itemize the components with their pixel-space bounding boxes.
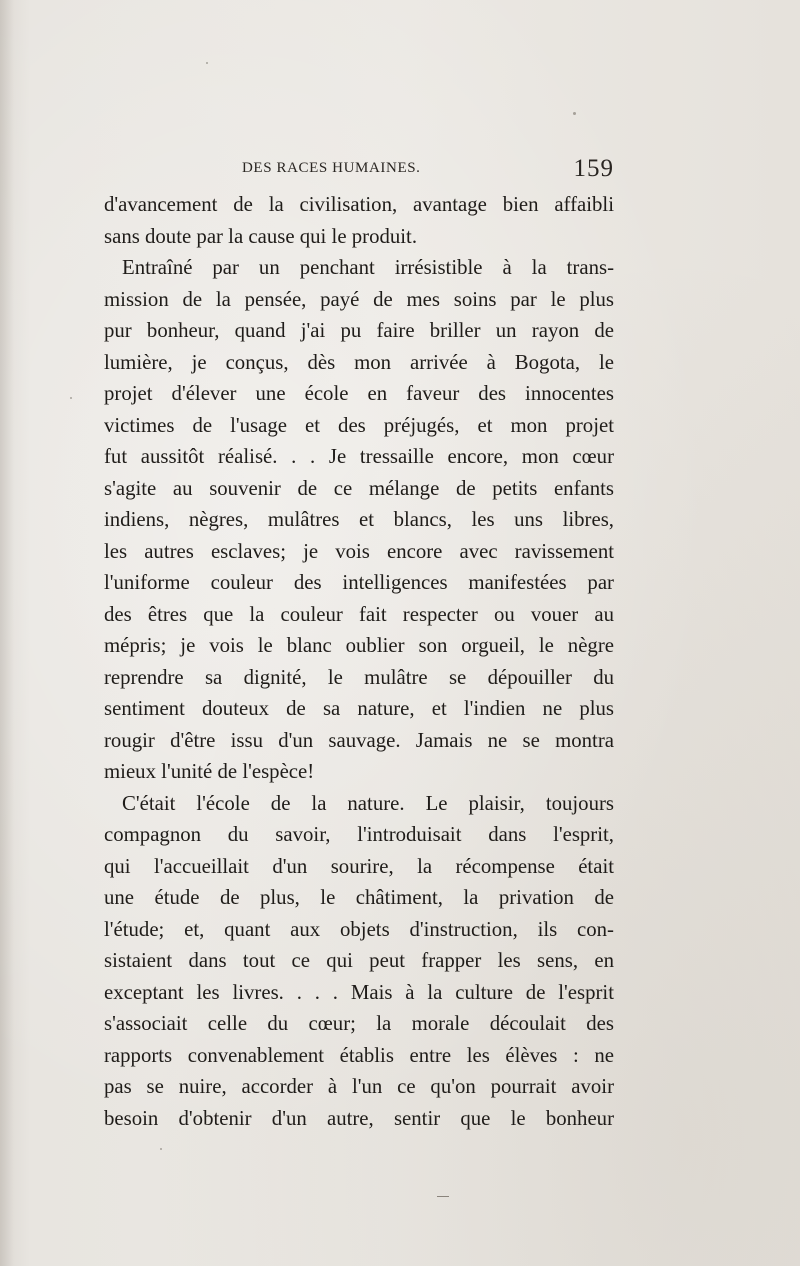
text-line: sistaient dans tout ce qui peut frapper les sens, en — [104, 949, 614, 972]
text-line: besoin d'obtenir d'un autre, sentir que le bonheur — [104, 1106, 614, 1130]
text-line: rougir d'être issu d'un sauvage. Jamais ne se montra — [104, 728, 614, 752]
text-line: sentiment douteux de sa nature, et l'indien ne plus — [104, 697, 614, 720]
page-number: 159 — [573, 155, 614, 182]
text-line: s'associait celle du cœur; la morale découlait des — [104, 1012, 614, 1035]
text-line: exceptant les livres. . . . Mais à la culture de l'esprit — [104, 980, 614, 1004]
text-line: projet d'élever une école en faveur des innocentes — [104, 382, 614, 405]
text-line: lumière, je conçus, dès mon arrivée à Bogota, le — [104, 350, 614, 374]
text-line: victimes de l'usage et des préjugés, et mon projet — [104, 413, 614, 437]
paper-speck — [206, 62, 208, 64]
paper-speck — [573, 112, 576, 115]
text-line: indiens, nègres, mulâtres et blancs, les uns libres, — [104, 508, 614, 531]
text-line: qui l'accueillait d'un sourire, la récompense était — [104, 854, 614, 878]
text-line: reprendre sa dignité, le mulâtre se dépouiller du — [104, 665, 614, 689]
footer-mark — [437, 1196, 449, 1197]
text-line: une étude de plus, le châtiment, la privation de — [104, 886, 614, 909]
text-line: mieux l'unité de l'espèce! — [104, 760, 315, 783]
page-edge-shadow — [0, 0, 14, 1266]
text-line: Entraîné par un penchant irrésistible à la trans- — [122, 256, 614, 279]
text-line: l'étude; et, quant aux objets d'instruction, ils con- — [104, 917, 614, 941]
paper-speck — [70, 397, 72, 399]
text-line: pas se nuire, accorder à l'un ce qu'on pourrait avoir — [104, 1075, 614, 1098]
text-line: compagnon du savoir, l'introduisait dans l'esprit, — [104, 823, 614, 846]
text-line: mission de la pensée, payé de mes soins par le plus — [104, 287, 614, 311]
text-line: d'avancement de la civilisation, avantage bien affaibli — [104, 193, 614, 216]
text-line: fut aussitôt réalisé. . . Je tressaille encore, mon cœur — [104, 445, 614, 468]
text-line: l'uniforme couleur des intelligences manifestées par — [104, 571, 614, 594]
text-line: des êtres que la couleur fait respecter ou vouer au — [104, 602, 614, 626]
text-line: pur bonheur, quand j'ai pu faire briller un rayon de — [104, 319, 614, 342]
text-line: C'était l'école de la nature. Le plaisir, toujours — [122, 791, 614, 815]
text-line: mépris; je vois le blanc oublier son orgueil, le nègre — [104, 634, 614, 657]
text-line: les autres esclaves; je vois encore avec ravissement — [104, 539, 614, 563]
running-head — [104, 157, 614, 187]
text-line: sans doute par la cause qui le produit. — [104, 224, 418, 248]
paper-speck — [160, 1148, 162, 1150]
text-line: s'agite au souvenir de ce mélange de petits enfants — [104, 476, 614, 500]
text-line: rapports convenablement établis entre les élèves : ne — [104, 1043, 614, 1067]
running-head-title: DES RACES HUMAINES. — [242, 160, 421, 176]
body-text — [104, 189, 614, 1134]
